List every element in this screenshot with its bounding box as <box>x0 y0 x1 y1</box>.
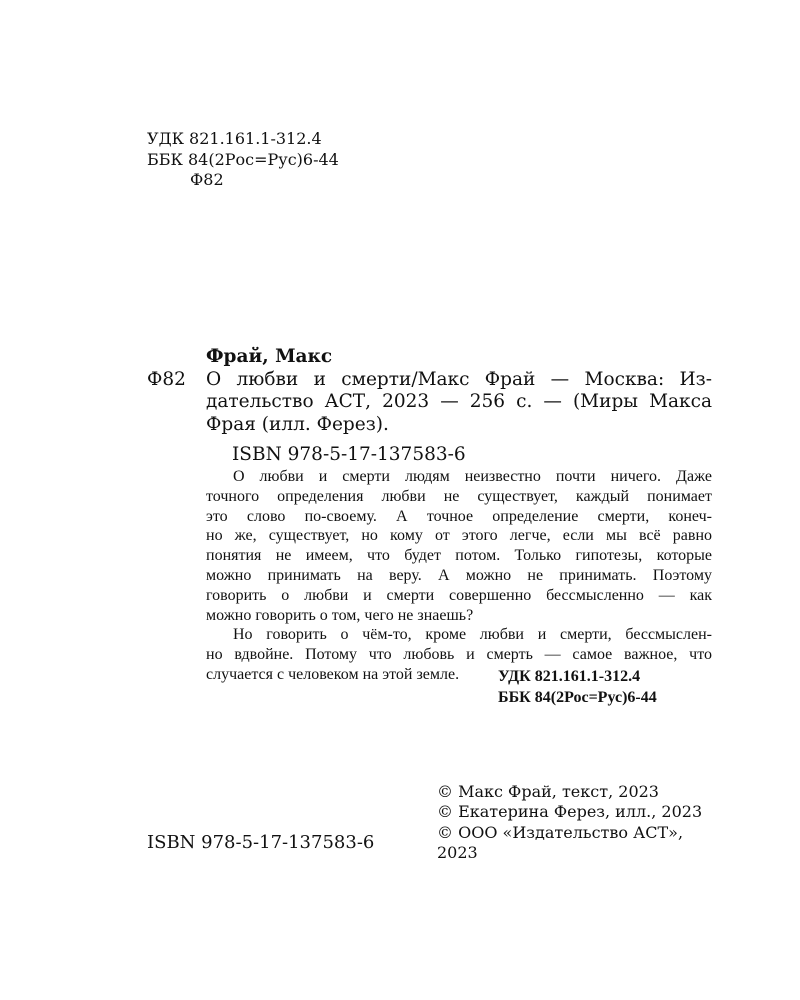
author-name: Фрай, Макс <box>206 346 333 367</box>
bib-line: дательство АСТ, 2023 — 256 с. — (Миры Макса <box>206 391 712 412</box>
bottom-classification <box>498 667 657 708</box>
udk-code: УДК 821.161.1-312.4 <box>498 668 641 685</box>
annotation-line: можно принимать на веру. А можно не принимать. Поэтому <box>206 566 712 584</box>
annotation-line: это слово по-своему. А точное определение смерти, конеч- <box>206 507 712 525</box>
annotation-line: случается с человеком на этой земле. <box>206 665 460 683</box>
annotation-line: но же, существует, но кому от этого легче, если мы всё равно <box>206 527 712 545</box>
annotation-line: О любви и смерти людям неизвестно почти ничего. Даже <box>233 468 712 485</box>
annotation-line: Но говорить о чём-то, кроме любви и смерти, бессмыслен- <box>233 626 712 644</box>
copyright-block <box>437 782 702 863</box>
isbn-bottom: ISBN 978-5-17-137583-6 <box>147 832 375 853</box>
copyright-line: © Макс Фрай, текст, 2023 <box>437 782 659 801</box>
entry-author-mark: Ф82 <box>147 369 186 390</box>
bbk-code: ББК 84(2Рос=Рус)6-44 <box>498 688 657 706</box>
udk-code: УДК 821.161.1-312.4 <box>147 129 322 148</box>
copyright-line: 2023 <box>437 842 478 862</box>
annotation-line: но вдвойне. Потому что любовь и смерть — самое важное, что <box>206 646 712 664</box>
bbk-code: ББК 84(2Рос=Рус)6-44 <box>147 149 339 169</box>
annotation-line: можно говорить о том, чего не знаешь? <box>206 606 474 624</box>
top-classification <box>147 129 339 191</box>
annotation <box>206 467 712 685</box>
bib-line: Фрая (илл. Ферез). <box>206 413 389 435</box>
copyright-line: © ООО «Издательство АСТ», <box>437 822 684 842</box>
bibliographic-entry <box>206 346 712 467</box>
bib-line: О любви и смерти/Макс Фрай — Москва: Из- <box>206 368 712 390</box>
annotation-line: понятия не имеем, что будет потом. Только гипотезы, которые <box>206 547 712 565</box>
annotation-line: точного определения любви не существует, каждый понимает <box>206 487 712 505</box>
copyright-line: © Екатерина Ферез, илл., 2023 <box>437 802 703 822</box>
annotation-line: говорить о любви и смерти совершенно бессмысленно — как <box>206 586 712 604</box>
author-mark: Ф82 <box>190 170 224 189</box>
isbn: ISBN 978-5-17-137583-6 <box>232 444 466 465</box>
